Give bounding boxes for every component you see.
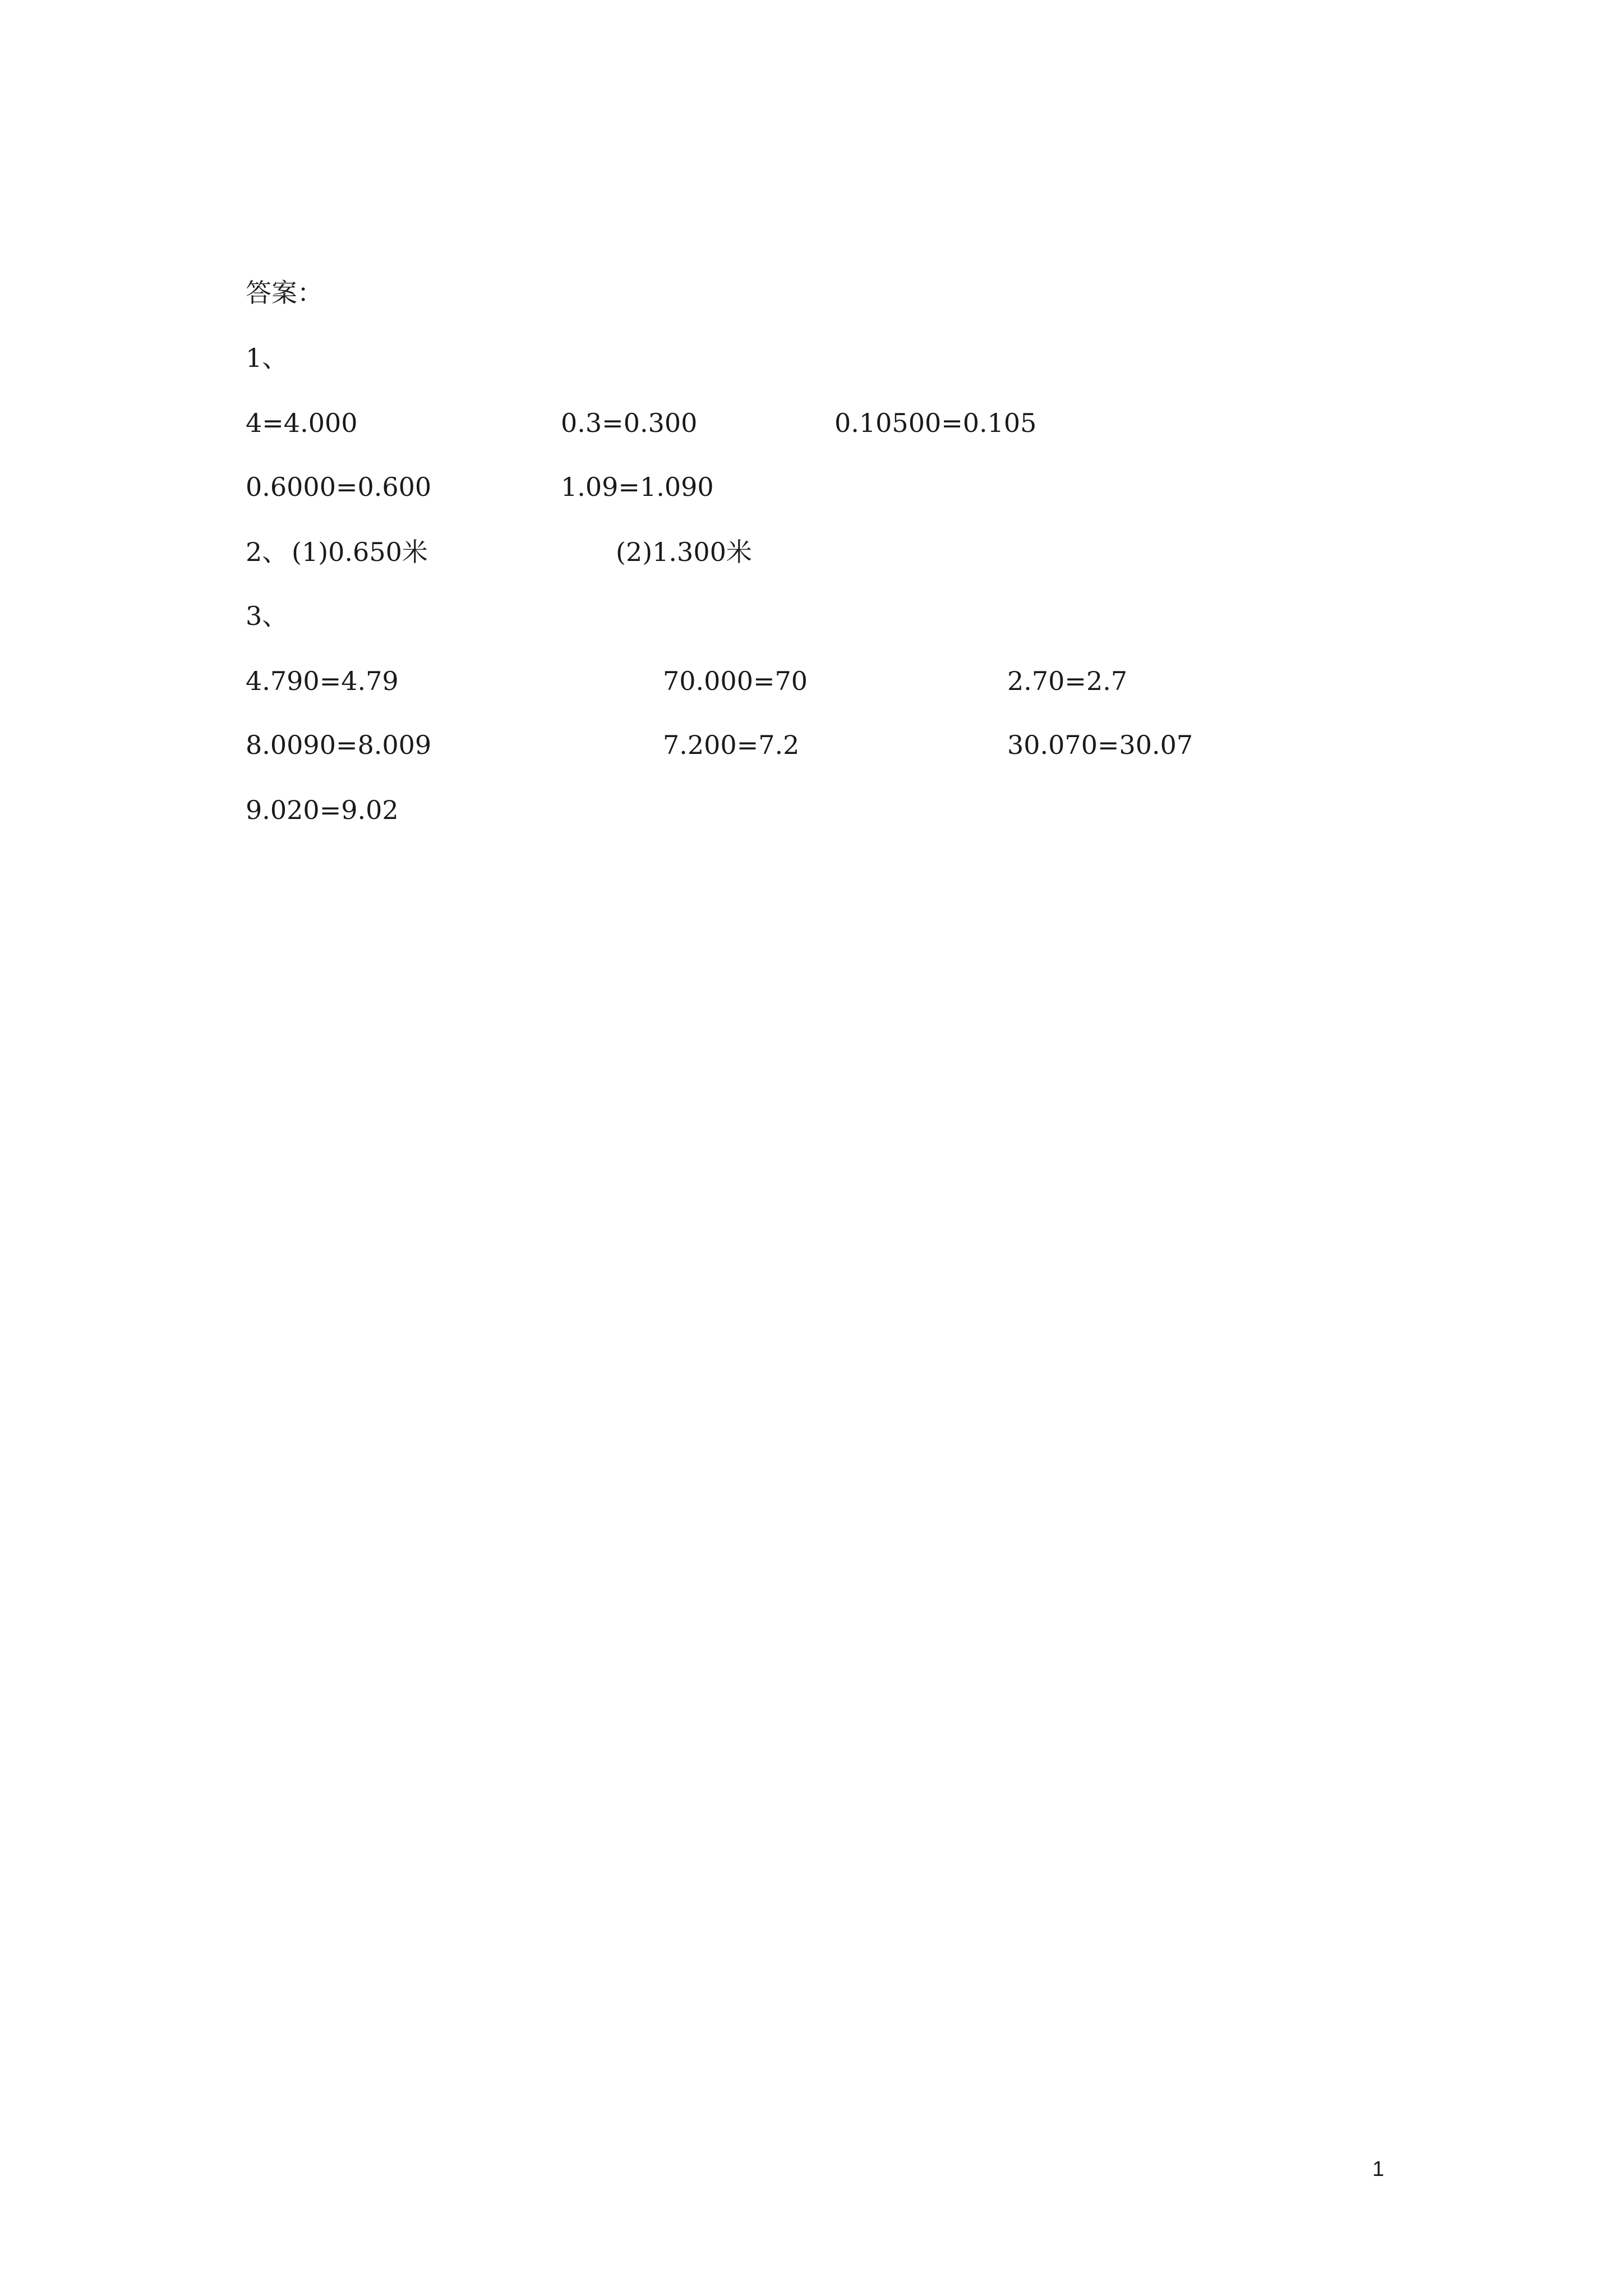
q3-answer-4: 8.0090=8.009 xyxy=(246,730,432,760)
q3-answer-3: 2.70=2.7 xyxy=(1007,666,1128,696)
q3-answer-6: 30.070=30.07 xyxy=(1007,730,1193,760)
q1-answer-1: 4=4.000 xyxy=(246,408,358,438)
q1-answer-2: 0.3=0.300 xyxy=(561,408,698,438)
page-number: 1 xyxy=(1372,2157,1385,2181)
q1-answer-3: 0.10500=0.105 xyxy=(834,408,1037,438)
question-3-label: 3、 xyxy=(246,601,288,631)
q2-answer-2: (2)1.300米 xyxy=(616,537,752,567)
question-2-label: 2、 xyxy=(246,537,288,567)
q2-answer-1: (1)0.650米 xyxy=(292,537,428,567)
question-1-label: 1、 xyxy=(246,343,288,373)
q3-answer-5: 7.200=7.2 xyxy=(663,730,800,760)
q1-answer-5: 1.09=1.090 xyxy=(561,472,714,502)
q1-answer-4: 0.6000=0.600 xyxy=(246,472,432,502)
q3-answer-1: 4.790=4.79 xyxy=(246,666,399,696)
q3-answer-7: 9.020=9.02 xyxy=(246,795,399,825)
q3-answer-2: 70.000=70 xyxy=(663,666,808,696)
answer-heading: 答案： xyxy=(246,278,323,308)
